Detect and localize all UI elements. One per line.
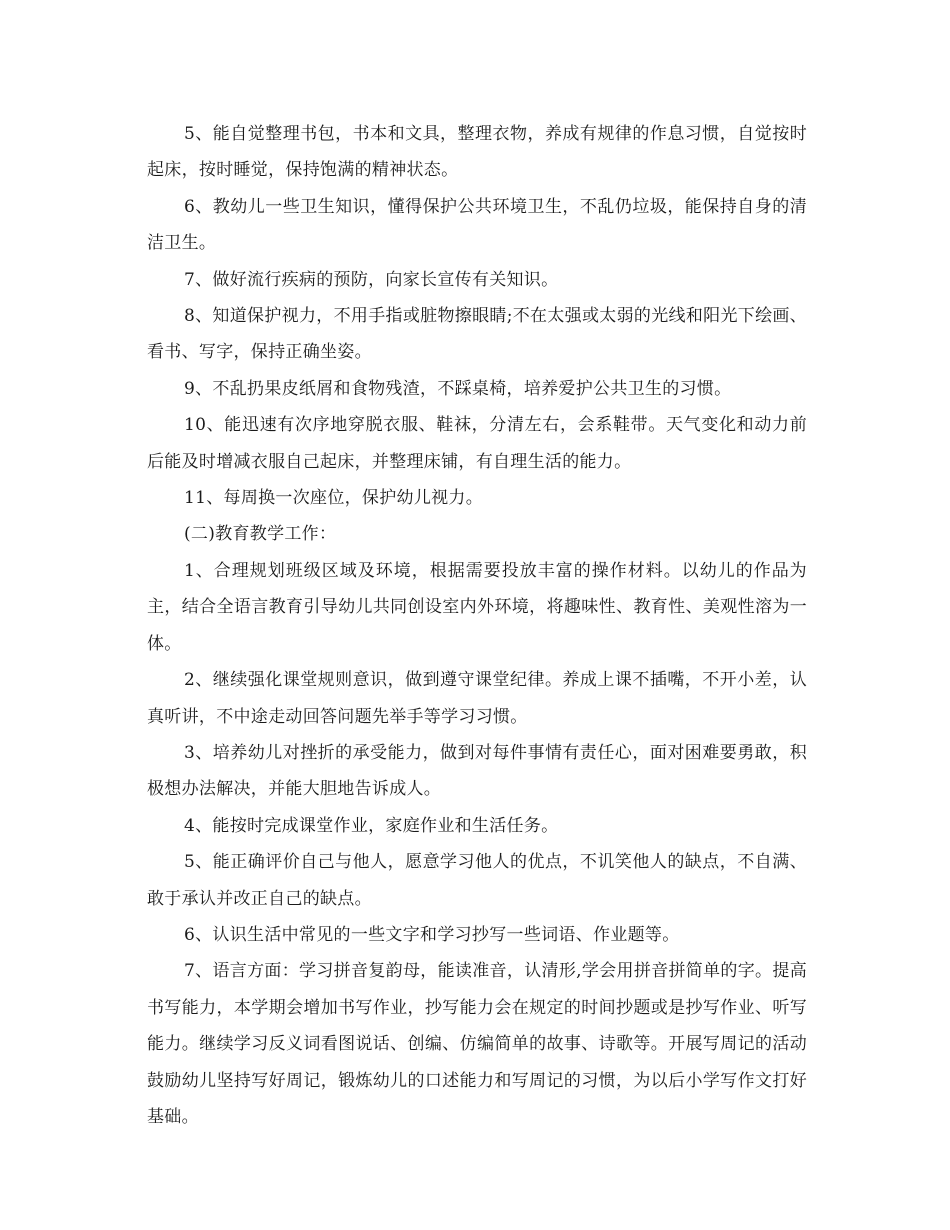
- paragraph-edu-3-frustration: 3、培养幼儿对挫折的承受能力，做到对每件事情有责任心，面对困难要勇敢，积极想办法解决，并能大胆地告诉成人。: [147, 742, 807, 800]
- paragraph-edu-6-characters: 6、认识生活中常见的一些文字和学习抄写一些词语、作业题等。: [184, 924, 680, 945]
- paragraph-item-5-tidy: 5、能自觉整理书包，书本和文具，整理衣物，养成有规律的作息习惯，自觉按时起床，按时睡觉，保持饱满的精神状态。: [147, 124, 807, 181]
- paragraph-item-7-disease: 7、做好流行疾病的预防，向家长宣传有关知识。: [184, 269, 559, 290]
- paragraph-edu-4-homework: 4、能按时完成课堂作业，家庭作业和生活任务。: [184, 815, 559, 836]
- paragraph-item-11-seating: 11、每周换一次座位，保护幼儿视力。: [184, 488, 484, 509]
- paragraph-edu-7-language: 7、语言方面：学习拼音复韵母，能读准音，认清形,学会用拼音拼简单的字。提高书写能力，本学期会增加书写作业，抄写能力会在规定的时间抄题或是抄写作业、听写能力。继续学习反义词看图说话、创编、仿编简单的故事、诗歌等。开展写周记的活动鼓励幼儿坚持写好周记，锻炼幼儿的口述能力和写周记的习惯，为以后小学写作文打好基础。: [147, 961, 807, 1127]
- paragraph-edu-1-environment: 1、合理规划班级区域及环境，根据需要投放丰富的操作材料。以幼儿的作品为主，结合全语言教育引导幼儿共同创设室内外环境，将趣味性、教育性、美观性溶为一体。: [147, 560, 807, 654]
- paragraph-item-9-litter: 9、不乱扔果皮纸屑和食物残渣，不踩桌椅，培养爱护公共卫生的习惯。: [184, 378, 732, 399]
- paragraph-edu-2-classroom-rules: 2、继续强化课堂规则意识，做到遵守课堂纪律。养成上课不插嘴，不开小差，认真听讲，不中途走动回答问题先举手等学习习惯。: [147, 670, 807, 727]
- paragraph-edu-5-evaluation: 5、能正确评价自己与他人，愿意学习他人的优点，不讥笑他人的缺点，不自满、敢于承认并改正自己的缺点。: [147, 852, 807, 909]
- document-body: [147, 116, 807, 1135]
- paragraph-item-8-eyesight: 8、知道保护视力，不用手指或脏物擦眼睛;不在太强或太弱的光线和阳光下绘画、看书、写字，保持正确坐姿。: [147, 306, 807, 363]
- section-heading-education: (二)教育教学工作：: [184, 524, 337, 545]
- paragraph-item-10-dressing: 10、能迅速有次序地穿脱衣服、鞋袜，分清左右，会系鞋带。天气变化和动力前后能及时增减衣服自己起床，并整理床铺，有自理生活的能力。: [147, 415, 807, 472]
- paragraph-item-6-hygiene: 6、教幼儿一些卫生知识，懂得保护公共环境卫生，不乱仍垃圾，能保持自身的清洁卫生。: [147, 196, 807, 254]
